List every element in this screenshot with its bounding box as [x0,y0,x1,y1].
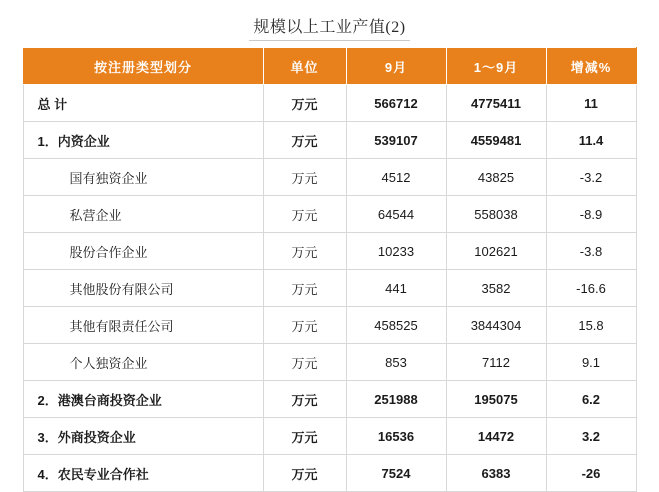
row-unit: 万元 [263,196,346,233]
table-row [23,418,636,455]
row-value-jan-sep: 4775411 [446,85,546,122]
row-label: 4．农民专业合作社 [23,455,263,492]
row-label: 国有独资企业 [23,159,263,196]
row-value-jan-sep: 43825 [446,159,546,196]
row-unit: 万元 [263,159,346,196]
row-value-jan-sep: 102621 [446,233,546,270]
column-header-change: 增减% [546,48,636,85]
row-unit: 万元 [263,455,346,492]
table-row [23,122,636,159]
row-unit: 万元 [263,233,346,270]
table-body [23,85,636,492]
table-row [23,233,636,270]
row-value-jan-sep: 195075 [446,381,546,418]
row-value-september: 64544 [346,196,446,233]
row-label: 其他股份有限公司 [23,270,263,307]
table-row [23,270,636,307]
row-value-jan-sep: 7112 [446,344,546,381]
row-value-change: -3.8 [546,233,636,270]
row-value-change: 9.1 [546,344,636,381]
row-value-jan-sep: 6383 [446,455,546,492]
row-value-september: 539107 [346,122,446,159]
row-label: 私营企业 [23,196,263,233]
row-value-change: 11 [546,85,636,122]
row-value-september: 10233 [346,233,446,270]
table-row [23,381,636,418]
row-label: 3．外商投资企业 [23,418,263,455]
table-row [23,455,636,492]
column-header-jan-sep: 1～9月 [446,48,546,85]
row-value-september: 441 [346,270,446,307]
row-value-september: 16536 [346,418,446,455]
row-value-jan-sep: 3844304 [446,307,546,344]
row-value-september: 566712 [346,85,446,122]
row-unit: 万元 [263,307,346,344]
row-unit: 万元 [263,418,346,455]
column-header-september: 9月 [346,48,446,85]
row-value-change: 15.8 [546,307,636,344]
row-label: 总 计 [23,85,263,122]
table-row [23,159,636,196]
row-value-change: -8.9 [546,196,636,233]
column-header-category: 按注册类型划分 [23,48,263,85]
row-unit: 万元 [263,381,346,418]
row-value-september: 458525 [346,307,446,344]
row-value-september: 251988 [346,381,446,418]
column-header-unit: 单位 [263,48,346,85]
row-value-change: -3.2 [546,159,636,196]
row-value-september: 853 [346,344,446,381]
row-label: 个人独资企业 [23,344,263,381]
row-value-jan-sep: 558038 [446,196,546,233]
row-value-jan-sep: 14472 [446,418,546,455]
row-value-change: -16.6 [546,270,636,307]
row-unit: 万元 [263,85,346,122]
page-title [0,0,659,47]
page-title-text: 规模以上工业产值(2) [249,14,409,41]
row-unit: 万元 [263,270,346,307]
row-label: 1．内资企业 [23,122,263,159]
row-value-jan-sep: 4559481 [446,122,546,159]
row-label: 其他有限责任公司 [23,307,263,344]
row-value-september: 7524 [346,455,446,492]
table-row [23,307,636,344]
table-row [23,85,636,122]
row-value-change: -26 [546,455,636,492]
table-header-row [23,48,636,85]
table-row [23,196,636,233]
row-unit: 万元 [263,344,346,381]
industrial-output-table [23,47,637,492]
row-label: 股份合作企业 [23,233,263,270]
row-value-change: 11.4 [546,122,636,159]
table-row [23,344,636,381]
row-value-change: 3.2 [546,418,636,455]
row-value-september: 4512 [346,159,446,196]
row-label: 2．港澳台商投资企业 [23,381,263,418]
row-value-change: 6.2 [546,381,636,418]
row-unit: 万元 [263,122,346,159]
row-value-jan-sep: 3582 [446,270,546,307]
